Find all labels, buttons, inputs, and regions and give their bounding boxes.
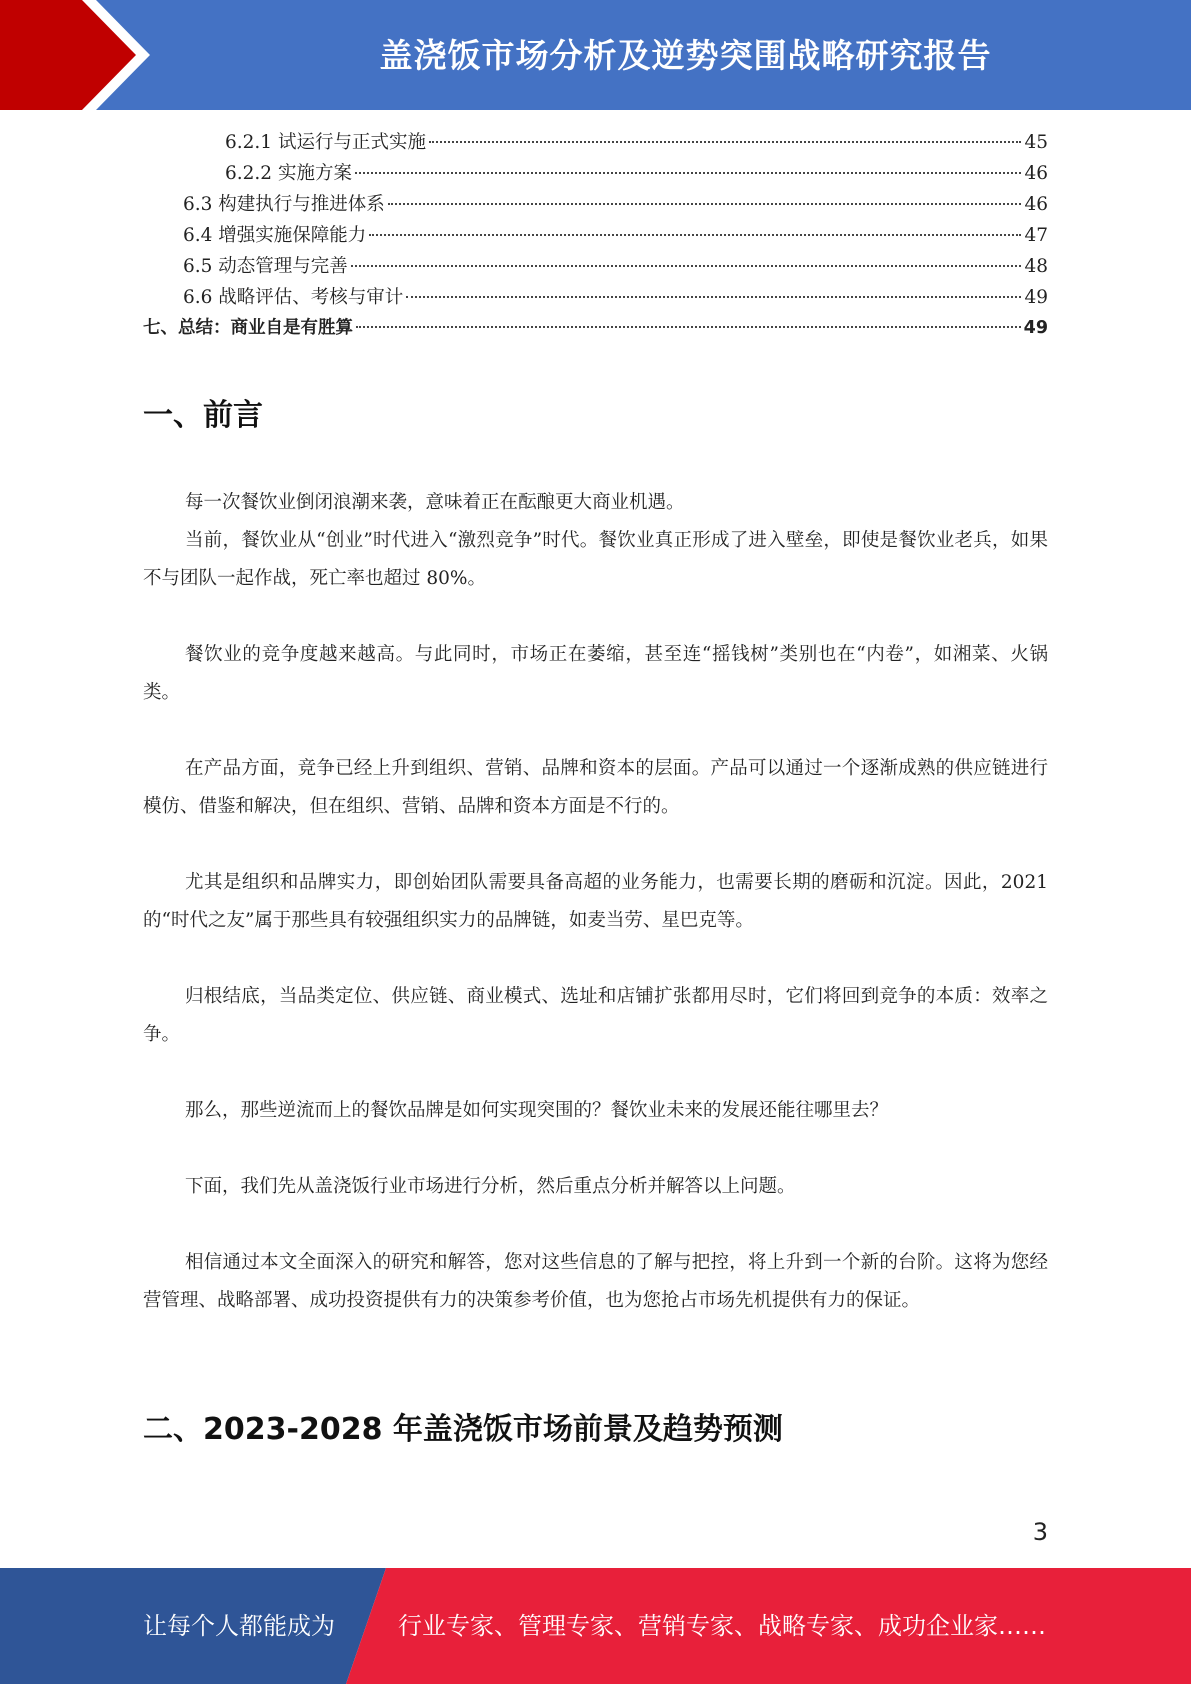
toc-entry[interactable] [143,314,1048,345]
toc-entry[interactable] [143,221,1048,252]
toc-leader-dots [355,172,1022,174]
footer-slogan-left: 让每个人都能成为 [143,1612,335,1640]
toc-entry-title: 6.6 战略评估、考核与审计 [183,287,404,308]
toc-entry-title: 6.5 动态管理与完善 [183,256,348,277]
paragraph: 归根结底，当品类定位、供应链、商业模式、选址和店铺扩张都用尽时，它们将回到竞争的本质：效率之争。 [143,986,1048,1045]
toc-entry-page: 48 [1024,256,1048,277]
toc-leader-dots [351,265,1022,267]
toc-entry[interactable] [143,128,1048,159]
toc-entry[interactable] [143,283,1048,314]
footer-slogan-right: 行业专家、管理专家、营销专家、战略专家、成功企业家…… [398,1612,1046,1640]
report-title: 盖浇饭市场分析及逆势突围战略研究报告 [379,36,992,75]
toc-leader-dots [406,296,1021,298]
table-of-contents [143,128,1048,345]
paragraph: 当前，餐饮业从“创业”时代进入“激烈竞争”时代。餐饮业真正形成了进入壁垒，即使是餐饮业老兵，如果不与团队一起作战，死亡率也超过 80%。 [143,530,1048,589]
toc-entry-page: 46 [1024,163,1048,184]
toc-entry-title: 6.2.1 试运行与正式实施 [225,132,426,153]
toc-entry-title: 6.3 构建执行与推进体系 [183,194,385,215]
paragraph: 下面，我们先从盖浇饭行业市场进行分析，然后重点分析并解答以上问题。 [185,1176,796,1197]
paragraph: 那么，那些逆流而上的餐饮品牌是如何实现突围的？餐饮业未来的发展还能往哪里去？ [185,1100,889,1121]
toc-entry[interactable] [143,190,1048,221]
toc-entry-page: 46 [1024,194,1048,215]
paragraph: 在产品方面，竞争已经上升到组织、营销、品牌和资本的层面。产品可以通过一个逐渐成熟的供应链进行模仿、借鉴和解决，但在组织、营销、品牌和资本方面是不行的。 [143,758,1048,817]
section-heading-forecast: 二、2023-2028 年盖浇饭市场前景及趋势预测 [143,1412,783,1447]
toc-entry-title: 6.2.2 实施方案 [225,163,352,184]
paragraph: 尤其是组织和品牌实力，即创始团队需要具备高超的业务能力，也需要长期的磨砺和沉淀。因此，2021 的“时代之友”属于那些具有较强组织实力的品牌链，如麦当劳、星巴克等。 [143,872,1048,931]
toc-entry-title: 七、总结：商业自是有胜算 [143,318,353,338]
paragraph: 每一次餐饮业倒闭浪潮来袭，意味着正在酝酿更大商业机遇。 [185,492,685,513]
page-header [0,0,1191,110]
paragraph: 相信通过本文全面深入的研究和解答，您对这些信息的了解与把控，将上升到一个新的台阶。这将为您经营管理、战略部署、成功投资提供有力的决策参考价值，也为您抢占市场先机提供有力的保证。 [143,1252,1048,1311]
toc-entry-page: 45 [1024,132,1048,153]
toc-entry[interactable] [143,252,1048,283]
toc-leader-dots [388,203,1022,205]
toc-entry-page: 49 [1024,287,1048,308]
toc-entry[interactable] [143,159,1048,190]
toc-leader-dots [369,234,1021,236]
toc-leader-dots [429,141,1021,143]
toc-entry-title: 6.4 增强实施保障能力 [183,225,367,246]
toc-leader-dots [356,326,1021,328]
toc-entry-page: 49 [1023,318,1048,338]
toc-entry-page: 47 [1024,225,1048,246]
page-number: 3 [1032,1518,1048,1546]
page-footer [0,1568,1191,1684]
section-heading-preface: 一、前言 [143,398,263,433]
paragraph: 餐饮业的竞争度越来越高。与此同时，市场正在萎缩，甚至连“摇钱树”类别也在“内卷”，如湘菜、火锅类。 [143,644,1048,703]
